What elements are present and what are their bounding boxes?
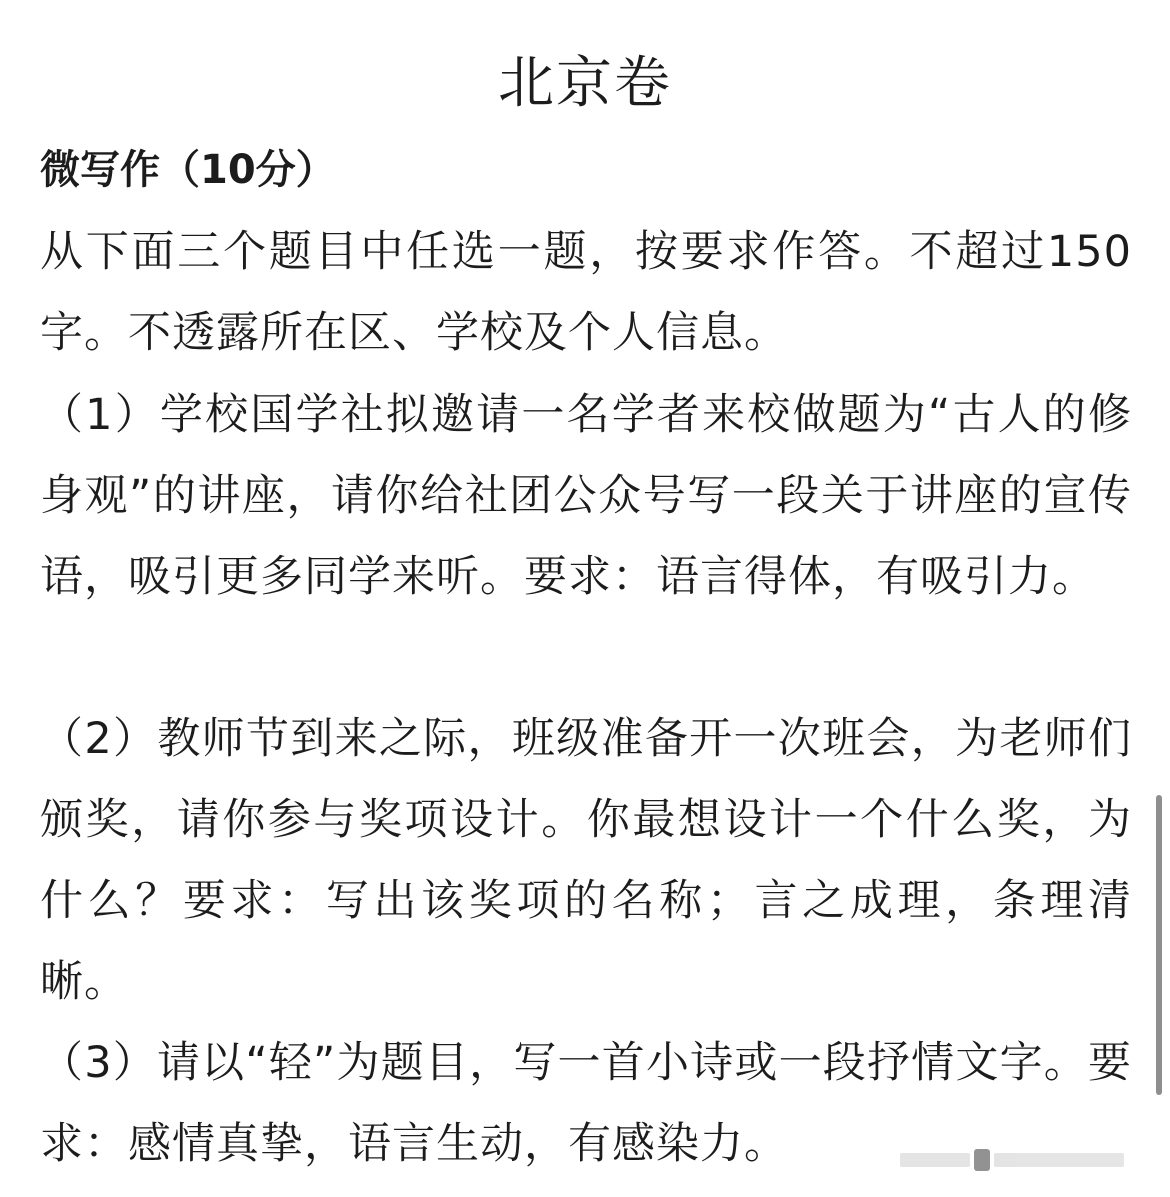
page-title: 北京卷 xyxy=(498,51,672,116)
question-1: （1）学校国学社拟邀请一名学者来校做题为“古人的修身观”的讲座，请你给社团公众号写一段关于讲座的宣传语，吸引更多同学来听。要求：语言得体，有吸引力。 xyxy=(40,390,1132,602)
question-2: （2）教师节到来之际，班级准备开一次班会，为老师们颁奖，请你参与奖项设计。你最想设计一个什么奖，为什么？要求：写出该奖项的名称；言之成理，条理清晰。 xyxy=(40,714,1132,1007)
vertical-scrollbar[interactable] xyxy=(1156,795,1162,1095)
question-3: （3）请以“轻”为题目，写一首小诗或一段抒情文字。要求：感情真挚，语言生动，有感染力。 xyxy=(40,1038,1132,1169)
watermark-logo-icon xyxy=(974,1149,990,1171)
watermark-bar xyxy=(994,1153,1124,1167)
watermark xyxy=(900,1148,1140,1172)
instructions-paragraph: 从下面三个题目中任选一题，按要求作答。不超过150字。不透露所在区、学校及个人信息。 xyxy=(40,227,1132,358)
watermark-bar xyxy=(900,1153,970,1167)
section-heading: 微写作（10分） xyxy=(40,147,336,193)
